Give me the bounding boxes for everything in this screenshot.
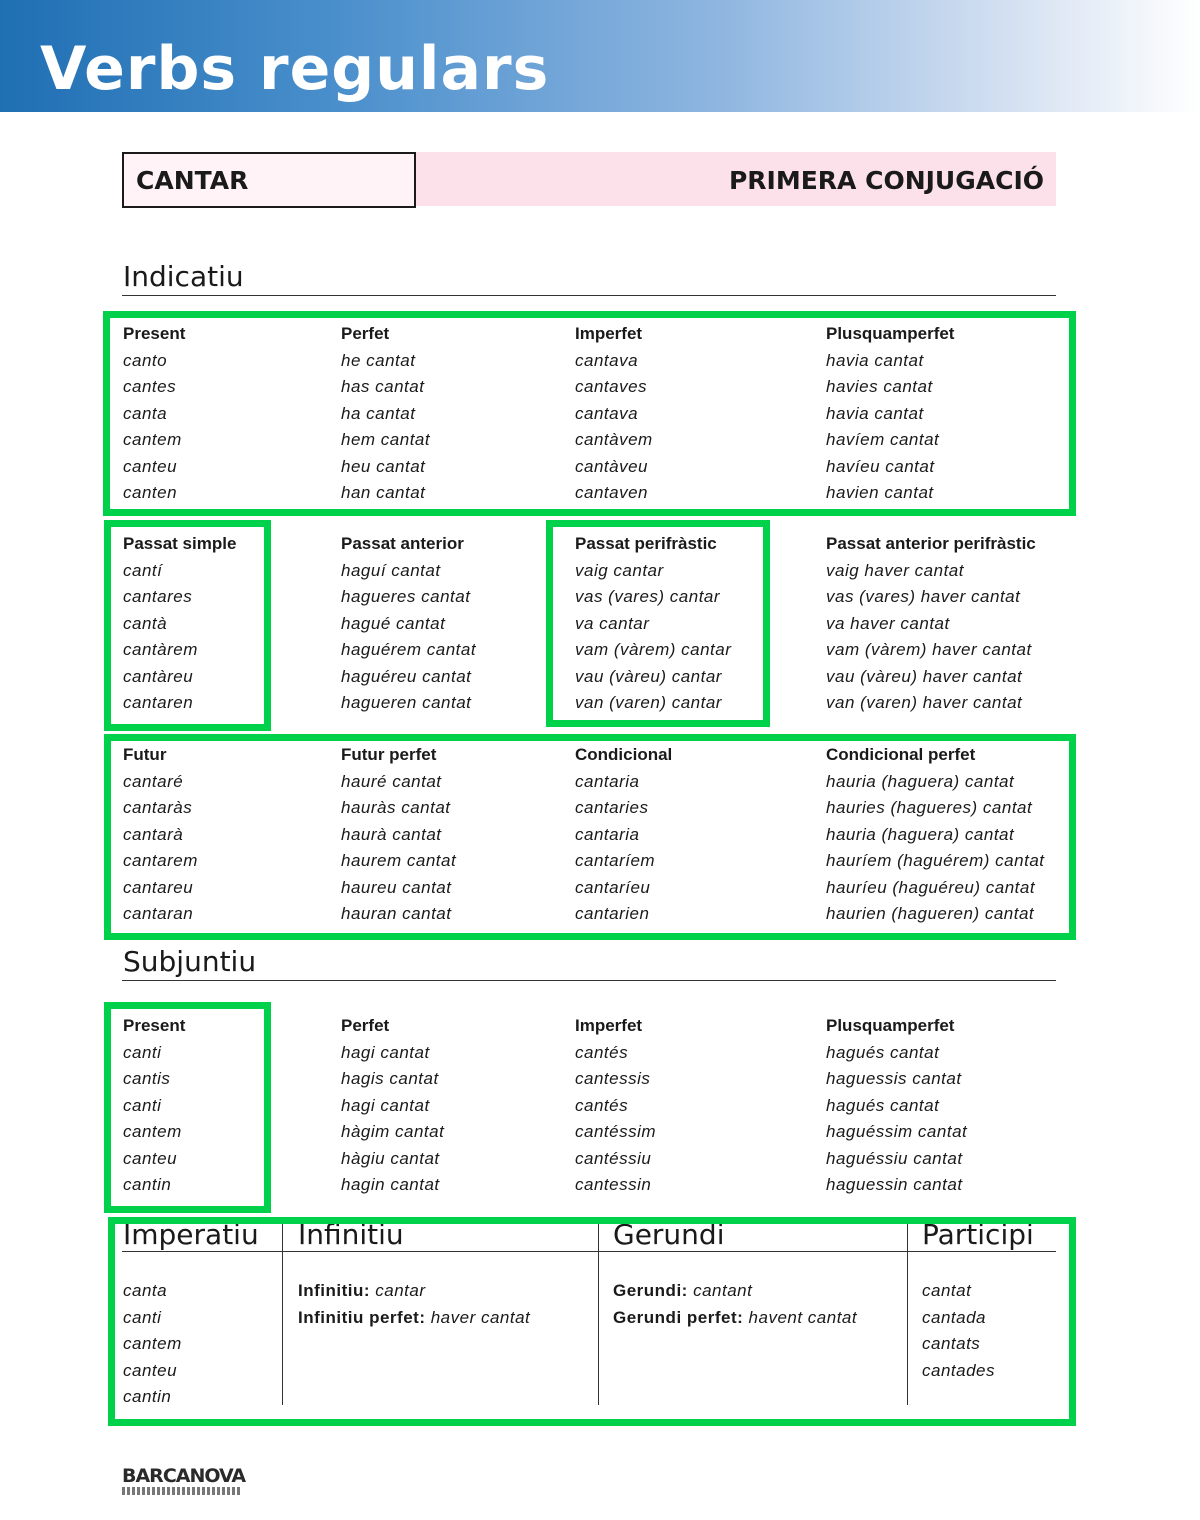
verb-form: cantéssim xyxy=(575,1122,657,1141)
form-value: cantar xyxy=(375,1281,426,1300)
verb-form: va haver cantat xyxy=(826,613,950,633)
highlight-box xyxy=(104,1002,271,1213)
verb-form: canti xyxy=(123,1095,162,1115)
verb-form: haguérem cantat xyxy=(341,640,477,659)
tense-subjuntiu-perfet xyxy=(341,1016,444,1202)
form-label: Gerundi perfet: xyxy=(613,1307,744,1327)
verb-form: hagués cantat xyxy=(826,1095,940,1115)
publisher-name: BARCANOVA xyxy=(122,1465,246,1487)
verb-form: haguéreu cantat xyxy=(341,666,472,686)
verb-form: cantades xyxy=(922,1360,995,1380)
verb-form: hauries (hagueres) cantat xyxy=(826,798,1033,817)
verb-form: cantava xyxy=(575,350,639,370)
verb-form: vam (vàrem) cantar xyxy=(575,640,732,659)
verb-form: has cantat xyxy=(341,377,425,396)
verb-form: cantarà xyxy=(123,824,184,844)
verb-form: cantés xyxy=(575,1095,629,1115)
verb-form: havia cantat xyxy=(826,350,924,370)
highlight-box xyxy=(108,1217,1076,1426)
verb-form: havia cantat xyxy=(826,403,924,423)
verb-form: cantem xyxy=(123,1122,182,1141)
verb-form: havíeu cantat xyxy=(826,456,935,476)
verb-form: cantés xyxy=(575,1042,629,1062)
tense-subjuntiu-imperfet xyxy=(575,1016,656,1202)
verb-form: cantí xyxy=(123,560,163,580)
verb-form: hauríem (haguérem) cantat xyxy=(826,851,1045,870)
verb-form: haurem cantat xyxy=(341,851,457,870)
verb-form: cantàrem xyxy=(123,640,198,659)
verb-form: havien cantat xyxy=(826,483,934,502)
verb-form: heu cantat xyxy=(341,456,426,476)
verb-form: hauria (haguera) cantat xyxy=(826,771,1015,791)
verb-form: hagués cantat xyxy=(826,1042,940,1062)
verb-form: cantada xyxy=(922,1307,986,1327)
verb-form: cantaria xyxy=(575,771,640,791)
verb-form: cantat xyxy=(922,1281,972,1300)
section-title-imperatiu: Imperatiu xyxy=(123,1218,259,1251)
page-title: Verbs regulars xyxy=(40,34,550,104)
verb-form: vas (vares) cantar xyxy=(575,587,721,606)
verb-form: canteu xyxy=(123,1148,178,1168)
highlight-box xyxy=(103,311,1076,516)
tense-heading: Passat simple xyxy=(123,534,237,553)
tense-heading: Condicional perfet xyxy=(826,745,976,764)
verb-form: cantis xyxy=(123,1069,171,1088)
verb-form: van (varen) haver cantat xyxy=(826,693,1023,712)
form-value: cantant xyxy=(693,1281,753,1300)
section-title-indicatiu: Indicatiu xyxy=(123,260,244,293)
verb-form: hauré cantat xyxy=(341,771,442,791)
verb-form: cantéssiu xyxy=(575,1148,652,1168)
verb-form: hem cantat xyxy=(341,430,431,449)
verb-form: cantaves xyxy=(575,377,648,396)
verb-form: cantats xyxy=(922,1334,981,1353)
verb-form: cantàveu xyxy=(575,456,648,476)
verb-form: cantem xyxy=(123,1334,182,1353)
verb-form: cantaran xyxy=(123,904,194,923)
verb-form: cantàreu xyxy=(123,666,194,686)
verb-form: he cantat xyxy=(341,350,416,370)
divider xyxy=(122,980,1056,981)
tense-passat-anterior xyxy=(341,534,476,720)
verb-form: hauran cantat xyxy=(341,904,452,923)
verb-form: hauràs cantat xyxy=(341,798,451,817)
verb-form: haurà cantat xyxy=(341,824,442,844)
verb-form: vaig cantar xyxy=(575,560,664,580)
verb-form: cantàvem xyxy=(575,430,653,449)
verb-form: havíem cantat xyxy=(826,430,940,449)
section-title-infinitiu: Infinitiu xyxy=(298,1218,404,1251)
section-title-participi: Participi xyxy=(922,1218,1034,1251)
verb-form: cantaven xyxy=(575,483,648,502)
section-title-gerundi: Gerundi xyxy=(613,1218,725,1251)
tense-heading: Plusquamperfet xyxy=(826,324,955,343)
divider xyxy=(122,295,1056,296)
form-value: havent cantat xyxy=(748,1307,858,1327)
verb-form: canti xyxy=(123,1042,162,1062)
verb-form: vaig haver cantat xyxy=(826,560,964,580)
form-label: Gerundi: xyxy=(613,1281,688,1300)
tense-heading: Present xyxy=(123,324,186,343)
verb-form: ha cantat xyxy=(341,403,416,423)
verb-form: cantaríeu xyxy=(575,877,651,897)
verb-form: cantaria xyxy=(575,824,640,844)
tense-heading: Futur perfet xyxy=(341,745,437,764)
tense-heading: Futur xyxy=(123,745,167,764)
verb-form: va cantar xyxy=(575,613,650,633)
verb-form: haurien (hagueren) cantat xyxy=(826,904,1035,923)
tense-heading: Perfet xyxy=(341,1016,390,1035)
verb-name: CANTAR xyxy=(136,166,249,195)
verb-form: cantareu xyxy=(123,877,194,897)
verb-form: cantaràs xyxy=(123,798,193,817)
verb-form: haguéssim cantat xyxy=(826,1122,968,1141)
tense-heading: Plusquamperfet xyxy=(826,1016,955,1035)
highlight-box xyxy=(104,520,271,731)
conjugation-label: PRIMERA CONJUGACIÓ xyxy=(728,166,1044,195)
verb-form: cantem xyxy=(123,430,182,449)
verb-form: cantava xyxy=(575,403,639,423)
section-title-subjuntiu: Subjuntiu xyxy=(123,945,257,978)
verb-form: haguéssiu cantat xyxy=(826,1148,963,1168)
verb-form: canto xyxy=(123,350,168,370)
verb-form: cantares xyxy=(123,587,193,606)
tense-heading: Passat anterior xyxy=(341,534,464,553)
verb-form: hagueres cantat xyxy=(341,587,471,606)
tense-heading: Passat anterior perifràstic xyxy=(826,534,1036,553)
verb-form: cantaries xyxy=(575,798,649,817)
verb-form: cantà xyxy=(123,613,168,633)
verb-form: vau (vàreu) cantar xyxy=(575,666,722,686)
verb-form: cantaríem xyxy=(575,851,656,870)
tense-subjuntiu-plusquamperfet xyxy=(826,1016,967,1202)
verb-form: hagué cantat xyxy=(341,613,446,633)
verb-form: haureu cantat xyxy=(341,877,452,897)
title-banner xyxy=(0,0,1200,112)
verb-form: han cantat xyxy=(341,483,426,502)
verb-form: vau (vàreu) haver cantat xyxy=(826,666,1023,686)
verb-form: canteu xyxy=(123,456,178,476)
tense-heading: Present xyxy=(123,1016,186,1035)
form-label: Infinitiu perfet: xyxy=(298,1307,426,1327)
verb-form: hagis cantat xyxy=(341,1069,439,1088)
verb-form: hagi cantat xyxy=(341,1095,430,1115)
verb-form: cantin xyxy=(123,1387,172,1406)
tense-heading: Condicional xyxy=(575,745,673,764)
verb-form: hagin cantat xyxy=(341,1175,440,1194)
verb-form: cantarien xyxy=(575,904,650,923)
verb-form: haguessin cantat xyxy=(826,1175,963,1194)
tense-heading: Passat perifràstic xyxy=(575,534,717,553)
tense-heading: Imperfet xyxy=(575,1016,643,1035)
verb-form: vam (vàrem) haver cantat xyxy=(826,640,1032,659)
verb-form: havies cantat xyxy=(826,377,933,396)
verb-form: cantaré xyxy=(123,771,184,791)
highlight-box xyxy=(104,734,1076,940)
verb-form: hàgim cantat xyxy=(341,1122,445,1141)
verb-form: canta xyxy=(123,403,168,423)
form-value: haver cantat xyxy=(430,1307,531,1327)
verb-form: hagueren cantat xyxy=(341,693,472,712)
verb-form: van (varen) cantar xyxy=(575,693,722,712)
publisher-logo xyxy=(122,1466,246,1496)
logo-wave-icon xyxy=(122,1487,240,1495)
verb-form: hagi cantat xyxy=(341,1042,430,1062)
verb-form: canta xyxy=(123,1281,168,1300)
verb-form: cantaren xyxy=(123,693,194,712)
verb-form: vas (vares) haver cantat xyxy=(826,587,1021,606)
verb-form: cantessin xyxy=(575,1175,652,1194)
verb-form: haguessis cantat xyxy=(826,1069,962,1088)
verb-form: canten xyxy=(123,483,178,502)
verb-form: hauria (haguera) cantat xyxy=(826,824,1015,844)
tense-passat-anterior-perifrastic xyxy=(826,534,1036,720)
verb-form: cantin xyxy=(123,1175,172,1194)
verb-form: hauríeu (haguéreu) cantat xyxy=(826,877,1036,897)
verb-form: hàgiu cantat xyxy=(341,1148,440,1168)
verb-form: cantessis xyxy=(575,1069,651,1088)
verb-form: cantes xyxy=(123,377,177,396)
tense-heading: Imperfet xyxy=(575,324,643,343)
verb-form: cantarem xyxy=(123,851,198,870)
form-label: Infinitiu: xyxy=(298,1281,371,1300)
verb-form: canteu xyxy=(123,1360,178,1380)
highlight-box xyxy=(546,520,770,727)
verb-form: canti xyxy=(123,1307,162,1327)
tense-heading: Perfet xyxy=(341,324,390,343)
verb-form: haguí cantat xyxy=(341,560,441,580)
